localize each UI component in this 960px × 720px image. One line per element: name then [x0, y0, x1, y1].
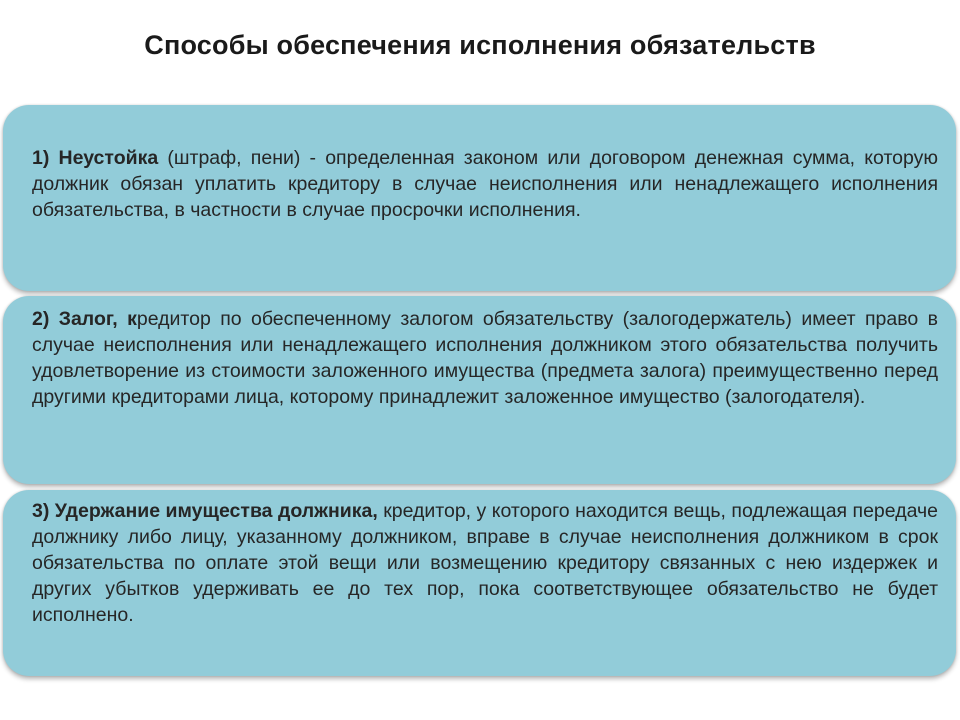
card-text [32, 498, 938, 628]
card-pledge [3, 296, 956, 484]
item-description: (штраф, пени) - определенная законом или договором денежная сумма, которую должник обязан уплатить кредитору в случае неисполнения или ненадлежащего исполнения обязательства, в частности в случае просрочки исполнения. [32, 147, 939, 221]
item-term: Удержание имущества должника, [54, 500, 378, 522]
card-retention [3, 490, 956, 676]
item-description: кредитор, у которого находится вещь, подлежащая передаче должнику либо лицу, указанному должником, вправе в случае неисполнения должником в срок обязательства по оплате этой вещи или возмещению кредитору связанных с нею издержек и других убытков удерживать ее до тех пор, пока соответствующее обязательство не будет исполнено. [32, 500, 938, 626]
item-number: 1) [32, 147, 59, 169]
item-description: редитор по обеспеченному залогом обязательству (залогодержатель) имеет право в случае неисполнения или ненадлежащего исполнения должником этого обязательства получить удовлетворение из стоимости заложенного имущества (предмета залога) преимущественно перед другими кредиторами лица, которому принадлежит заложенное имущество (залогодателя). [32, 308, 938, 408]
page-title: Способы обеспечения исполнения обязательств [144, 30, 816, 60]
item-number: 3) [32, 500, 55, 522]
item-term: Неустойка [58, 147, 159, 169]
item-number: 2) [32, 308, 59, 330]
card-penalty [3, 105, 956, 291]
item-term: Залог, к [58, 308, 137, 330]
card-text [32, 306, 938, 410]
card-text [32, 145, 938, 223]
